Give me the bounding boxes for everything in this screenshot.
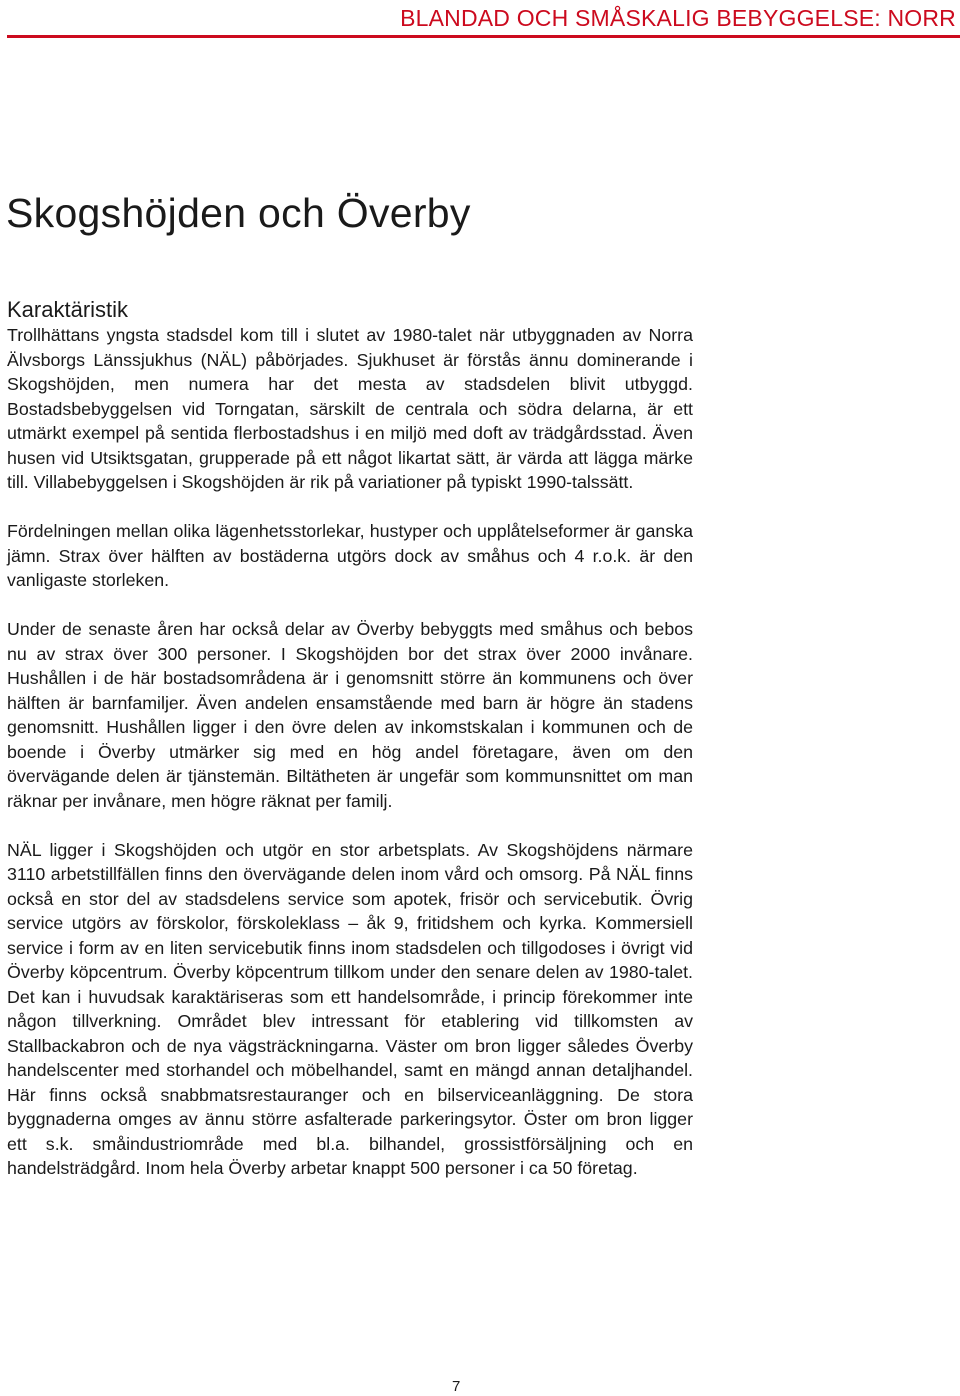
body-text: [7, 323, 693, 1205]
header-rule: [7, 35, 960, 38]
paragraph: Fördelningen mellan olika lägenhetsstorlekar, hustyper och upplåtelseformer är ganska jämn. Strax över hälften av bostäderna utgörs dock av småhus och 4 r.o.k. är den vanligaste storleken.: [7, 521, 693, 590]
paragraph: Under de senaste åren har också delar av Överby bebyggts med småhus och bebos nu av strax över 300 personer. I Skogshöjden bor det strax över 2000 invånare. Hushållen i de här bostadsområdena är i genomsnitt större än kommunens och över hälften är barnfamiljer. Även andelen ensamstående med barn är högre än stadens genomsnitt. Hushållen ligger i den övre delen av inkomstskalan i kommunen och de boende i Överby utmärker sig med en hög andel företagare, även om den övervägande delen är tjänstemän. Biltätheten är ungefär som kommunsnittet om man räknar per invånare, men högre räknat per familj.: [7, 619, 693, 811]
paragraph: Trollhättans yngsta stadsdel kom till i slutet av 1980-talet när utbyggnaden av Norra Älvsborgs Länssjukhus (NÄL) påbörjades. Sjukhuset är förstås ännu dominerande i Skogshöjden, men numera har det mesta av stadsdelen blivit utbyggd. Bostadsbebyggelsen vid Torngatan, särskilt de centrala och södra delarna, är ett utmärkt exempel på sentida flerbostadshus i en miljö med doft av trädgårdsstad. Även husen vid Utsiktsgatan, grupperade på ett något likartat sätt, är värda att lägga märke till. Villabebyggelsen i Skogshöjden är rik på variationer på typiskt 1990-talssätt.: [7, 325, 693, 492]
page-title: Skogshöjden och Överby: [6, 190, 471, 236]
running-header: BLANDAD OCH SMÅSKALIG BEBYGGELSE: NORR: [400, 5, 956, 31]
section-heading: Karaktäristik: [7, 297, 129, 322]
page-number: 7: [452, 1378, 461, 1395]
paragraph: NÄL ligger i Skogshöjden och utgör en stor arbetsplats. Av Skogshöjdens närmare 3110 arbetstillfällen finns den övervägande delen inom vård och omsorg. På NÄL finns också en stor del av stadsdelens service som apotek, frisör och servicebutik. Övrig service utgörs av förskolor, förskoleklass – åk 9, fritidshem och kyrka. Kommersiell service i form av en liten servicebutik finns inom stadsdelen och tillgodoses i övrigt vid Överby köpcentrum. Överby köpcentrum tillkom under den senare delen av 1980-talet. Det kan i huvudsak karaktäriseras som ett handelsområde, i princip förekommer inte någon tillverkning. Området blev intressant för etablering vid tillkomsten av Stallbackabron och de nya vägsträckningarna. Väster om bron ligger således Överby handelscenter med storhandel och möbelhandel, samt en mängd annan detaljhandel. Här finns också snabbmatsrestauranger och en bilserviceanläggning. De stora byggnaderna omges av ännu större asfalterade parkeringsytor. Öster om bron ligger ett s.k. småindustriområde med bl.a. bilhandel, grossistförsäljning och en handelsträdgård. Inom hela Överby arbetar knappt 500 personer i ca 50 företag.: [7, 839, 693, 1178]
